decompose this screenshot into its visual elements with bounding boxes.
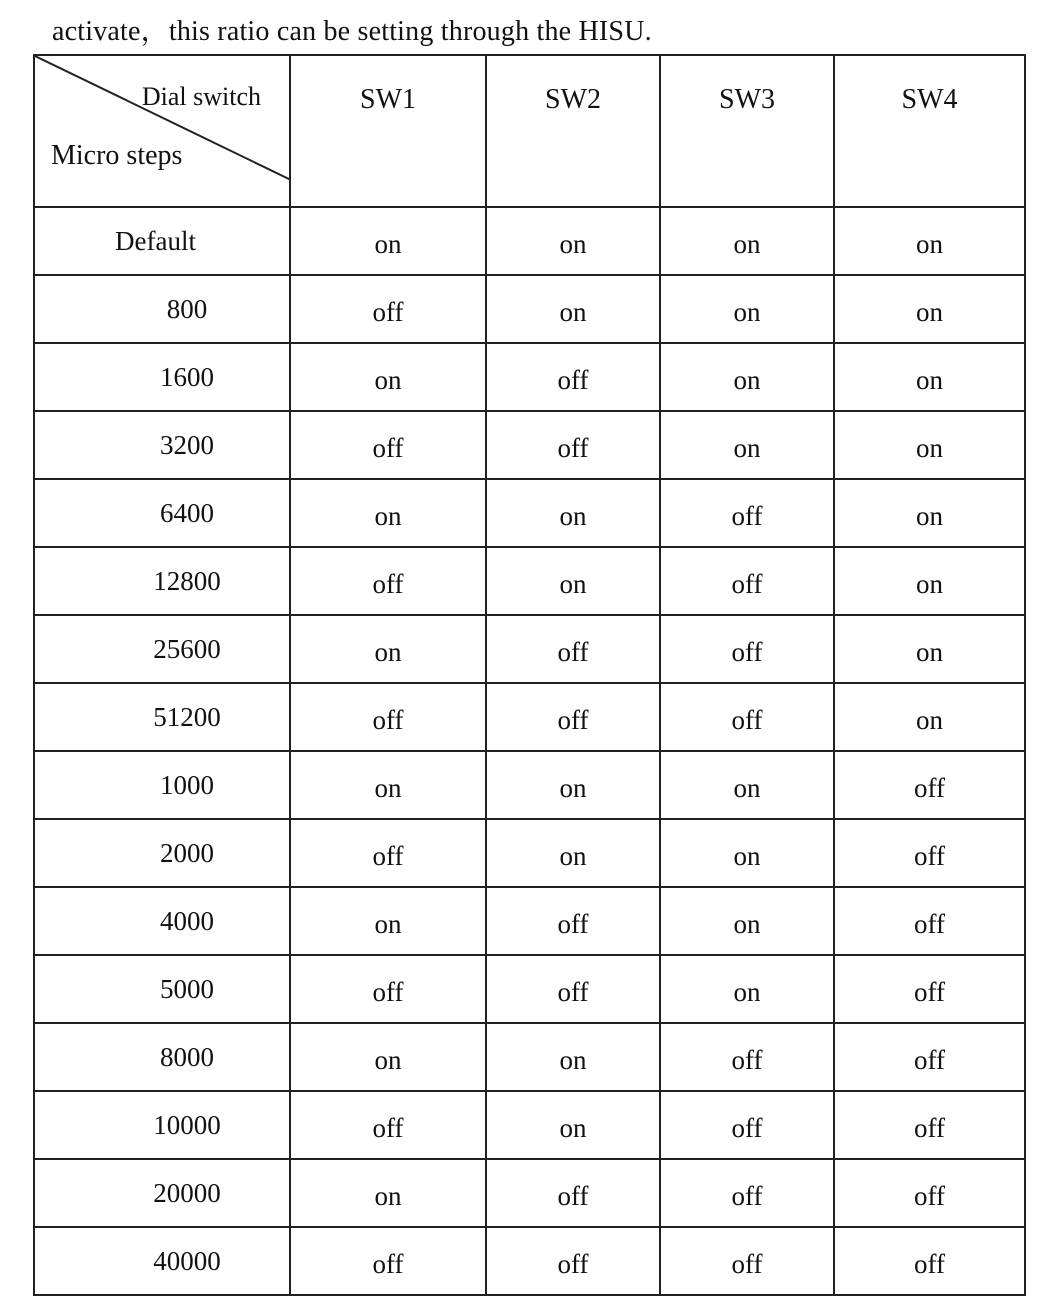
switch-state-cell-sw2: on	[486, 1023, 660, 1091]
micro-steps-cell: 6400	[34, 479, 290, 547]
micro-steps-cell: 20000	[34, 1159, 290, 1227]
switch-state-cell-sw4: on	[834, 547, 1025, 615]
switch-state-cell-sw2: off	[486, 615, 660, 683]
micro-steps-cell: 8000	[34, 1023, 290, 1091]
table-row	[34, 479, 1025, 547]
switch-state-cell-sw2: on	[486, 207, 660, 275]
switch-state-cell-sw1: off	[290, 547, 486, 615]
table-row	[34, 955, 1025, 1023]
corner-label-dial-switch: Dial switch	[141, 82, 261, 111]
switch-state-cell-sw4: off	[834, 819, 1025, 887]
switch-state-cell-sw2: off	[486, 955, 660, 1023]
switch-state-cell-sw3: off	[660, 1159, 834, 1227]
switch-state-cell-sw3: on	[660, 955, 834, 1023]
switch-state-cell-sw1: off	[290, 955, 486, 1023]
switch-state-cell-sw3: on	[660, 411, 834, 479]
switch-state-cell-sw1: off	[290, 275, 486, 343]
microstep-dip-switch-table	[33, 54, 1026, 1296]
micro-steps-cell: 10000	[34, 1091, 290, 1159]
switch-state-cell-sw3: off	[660, 479, 834, 547]
column-header-sw1: SW1	[290, 55, 486, 207]
table-row	[34, 1091, 1025, 1159]
table-row	[34, 751, 1025, 819]
switch-state-cell-sw4: on	[834, 411, 1025, 479]
micro-steps-cell: 800	[34, 275, 290, 343]
switch-state-cell-sw4: off	[834, 1227, 1025, 1295]
corner-header-cell	[34, 55, 290, 207]
table-row	[34, 275, 1025, 343]
switch-state-cell-sw3: off	[660, 547, 834, 615]
switch-state-cell-sw4: on	[834, 275, 1025, 343]
table-row	[34, 547, 1025, 615]
table-row	[34, 683, 1025, 751]
switch-state-cell-sw2: off	[486, 683, 660, 751]
corner-label-micro-steps: Micro steps	[51, 140, 183, 171]
micro-steps-cell: 25600	[34, 615, 290, 683]
switch-state-cell-sw2: on	[486, 275, 660, 343]
switch-state-cell-sw4: off	[834, 955, 1025, 1023]
switch-state-cell-sw1: off	[290, 819, 486, 887]
switch-state-cell-sw2: on	[486, 547, 660, 615]
switch-state-cell-sw1: off	[290, 1227, 486, 1295]
column-header-sw4: SW4	[834, 55, 1025, 207]
switch-state-cell-sw4: off	[834, 751, 1025, 819]
switch-state-cell-sw1: off	[290, 1091, 486, 1159]
table-row	[34, 819, 1025, 887]
switch-state-cell-sw4: off	[834, 887, 1025, 955]
switch-state-cell-sw2: off	[486, 887, 660, 955]
table-header-row	[34, 55, 1025, 207]
micro-steps-cell: Default	[34, 207, 290, 275]
switch-state-cell-sw3: on	[660, 751, 834, 819]
table-row	[34, 887, 1025, 955]
switch-state-cell-sw4: on	[834, 207, 1025, 275]
intro-text: activate，this ratio can be setting through the HISU.	[52, 16, 652, 47]
switch-state-cell-sw1: on	[290, 207, 486, 275]
column-header-sw3: SW3	[660, 55, 834, 207]
switch-state-cell-sw2: on	[486, 479, 660, 547]
table-row	[34, 1023, 1025, 1091]
switch-state-cell-sw4: off	[834, 1091, 1025, 1159]
switch-state-cell-sw3: on	[660, 819, 834, 887]
switch-state-cell-sw1: on	[290, 343, 486, 411]
switch-state-cell-sw3: off	[660, 1023, 834, 1091]
micro-steps-cell: 1000	[34, 751, 290, 819]
table-row	[34, 207, 1025, 275]
switch-state-cell-sw1: on	[290, 1159, 486, 1227]
switch-state-cell-sw4: on	[834, 479, 1025, 547]
switch-state-cell-sw2: on	[486, 1091, 660, 1159]
micro-steps-cell: 12800	[34, 547, 290, 615]
switch-state-cell-sw2: off	[486, 411, 660, 479]
micro-steps-cell: 40000	[34, 1227, 290, 1295]
switch-state-cell-sw1: on	[290, 479, 486, 547]
micro-steps-cell: 4000	[34, 887, 290, 955]
switch-state-cell-sw3: on	[660, 275, 834, 343]
switch-state-cell-sw2: on	[486, 819, 660, 887]
switch-state-cell-sw4: on	[834, 615, 1025, 683]
switch-state-cell-sw4: on	[834, 683, 1025, 751]
table-row	[34, 411, 1025, 479]
switch-state-cell-sw2: off	[486, 1227, 660, 1295]
column-header-sw2: SW2	[486, 55, 660, 207]
switch-state-cell-sw3: on	[660, 343, 834, 411]
switch-state-cell-sw3: on	[660, 887, 834, 955]
switch-state-cell-sw1: on	[290, 615, 486, 683]
switch-state-cell-sw4: off	[834, 1159, 1025, 1227]
switch-state-cell-sw1: on	[290, 751, 486, 819]
switch-state-cell-sw3: on	[660, 207, 834, 275]
table-row	[34, 343, 1025, 411]
table-row	[34, 1227, 1025, 1295]
switch-state-cell-sw1: on	[290, 1023, 486, 1091]
switch-state-cell-sw4: off	[834, 1023, 1025, 1091]
switch-state-cell-sw3: off	[660, 615, 834, 683]
switch-state-cell-sw1: off	[290, 683, 486, 751]
table-row	[34, 615, 1025, 683]
switch-state-cell-sw4: on	[834, 343, 1025, 411]
switch-state-cell-sw1: off	[290, 411, 486, 479]
micro-steps-cell: 1600	[34, 343, 290, 411]
switch-state-cell-sw2: on	[486, 751, 660, 819]
switch-state-cell-sw3: off	[660, 683, 834, 751]
table-row	[34, 1159, 1025, 1227]
micro-steps-cell: 2000	[34, 819, 290, 887]
micro-steps-cell: 3200	[34, 411, 290, 479]
micro-steps-cell: 5000	[34, 955, 290, 1023]
switch-state-cell-sw3: off	[660, 1091, 834, 1159]
switch-state-cell-sw3: off	[660, 1227, 834, 1295]
switch-state-cell-sw2: off	[486, 343, 660, 411]
switch-state-cell-sw1: on	[290, 887, 486, 955]
micro-steps-cell: 51200	[34, 683, 290, 751]
switch-state-cell-sw2: off	[486, 1159, 660, 1227]
